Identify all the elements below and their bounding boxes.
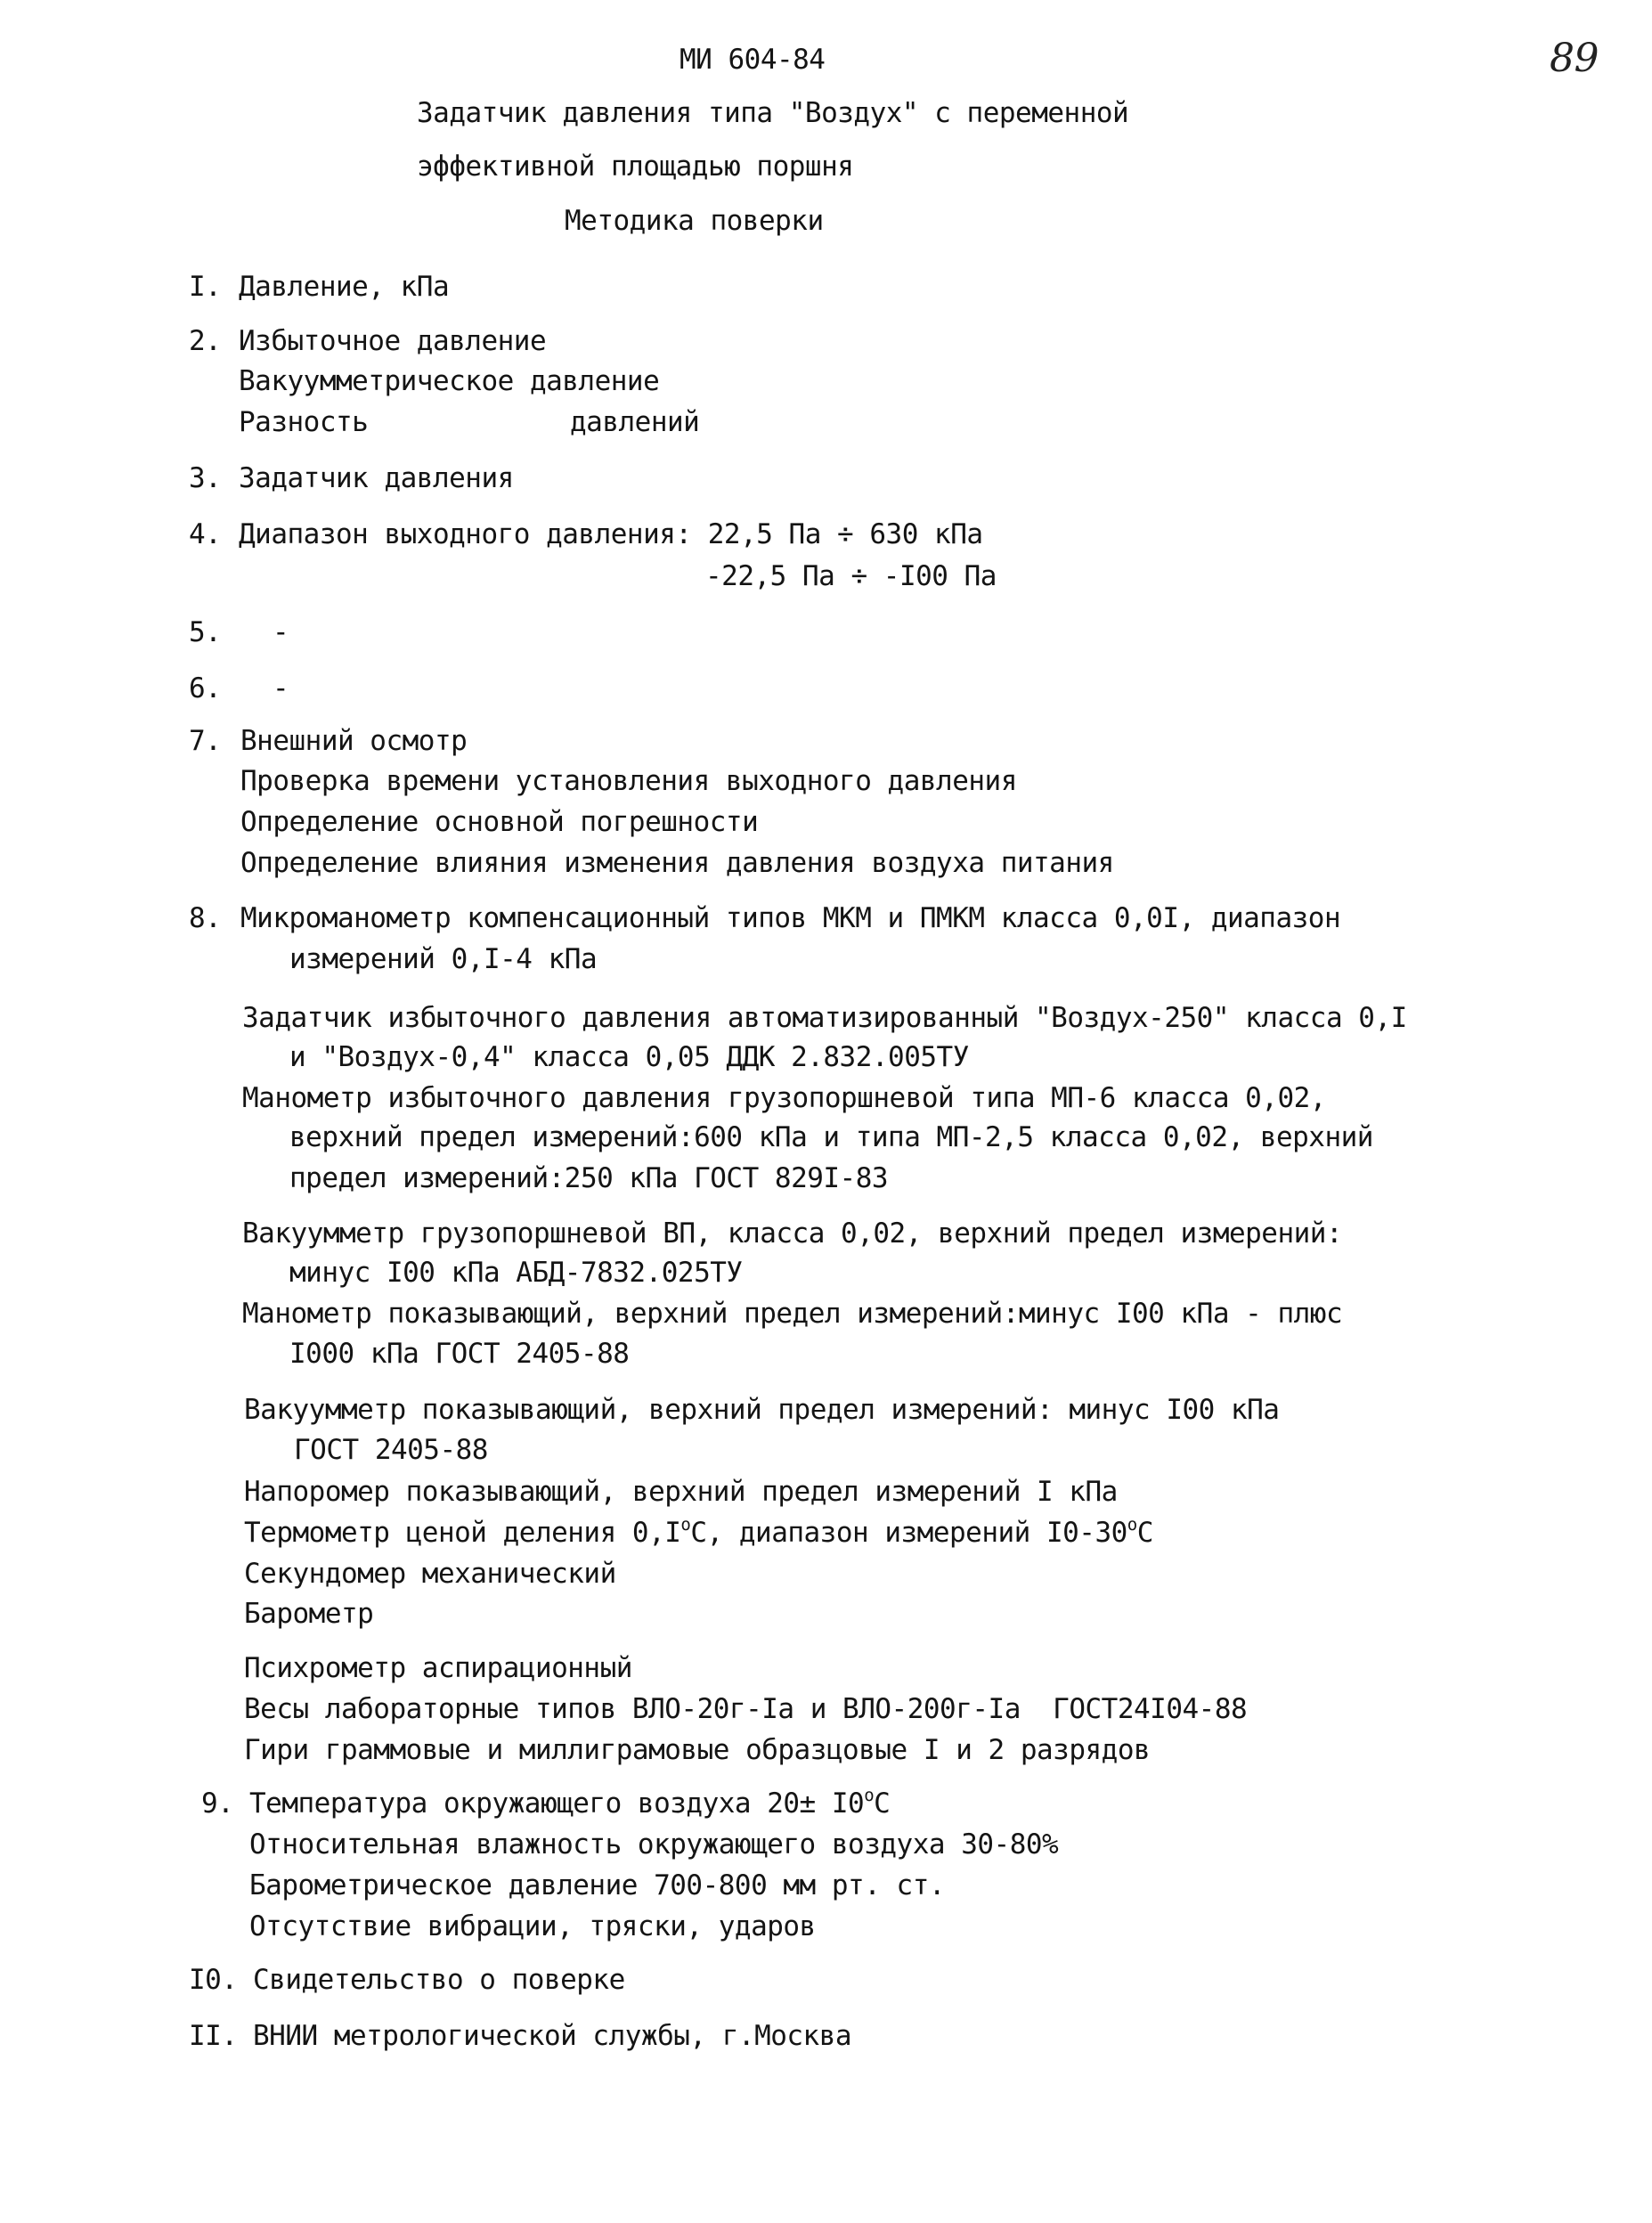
item-8-d-line-1: Вакуумметр грузопоршневой ВП, класса 0,02, верхний предел измерений: [242,1217,1343,1250]
item-1-text: Давление, кПа [239,271,450,303]
item-7-number: 7. [189,725,222,757]
item-5-text: - [273,616,289,648]
item-9-line-2: Относительная влажность окружающего воздуха 30-80% [249,1828,1059,1861]
item-6-number: 6. [189,672,222,704]
item-8-d-line-2: минус I00 кПа АБД-7832.025ТУ [289,1257,743,1289]
item-8-g: Напоромер показывающий, верхний предел измерений I кПа [244,1476,1118,1508]
item-9-number: 9. [201,1787,234,1820]
item-3-text: Задатчик давления [239,462,514,494]
item-2-line-2: Вакуумметрическое давление [239,365,660,397]
item-8-e-line-2: I000 кПа ГОСТ 2405-88 [289,1338,630,1370]
item-8-f-line-2: ГОСТ 2405-88 [294,1434,488,1466]
item-8-c-line-3: предел измерений:250 кПа ГОСТ 829I-83 [289,1162,889,1194]
item-9-line-1: Температура окружающего воздуха $20\pm I0^oС$ [249,1786,891,1820]
item-8-m: Гири граммовые и миллиграмовые образцовые I и 2 разрядов [244,1734,1151,1766]
item-8-c-line-2: верхний предел измерений:600 кПа и типа МП-2,5 класса 0,02, верхний [289,1121,1373,1153]
item-6-text: - [273,672,289,704]
doc-code: МИ 604-84 [680,44,826,76]
item-7-line-3: Определение основной погрешности [240,806,759,838]
item-9-line-3: Барометрическое давление 700-800 мм рт. ст. [249,1869,946,1901]
item-10-number: I0. [189,1964,238,1996]
item-7-line-1: Внешний осмотр [240,725,468,757]
item-8-k: Психрометр аспирационный [244,1652,632,1684]
item-2-line-3a: Разность [239,406,369,438]
item-2-line-3b: давлений [570,406,700,438]
item-8-e-line-1: Манометр показывающий, верхний предел измерений:минус I00 кПа - плюс [242,1298,1343,1330]
item-7-line-4: Определение влияния изменения давления воздуха питания [240,847,1114,879]
item-11-text: ВНИИ метрологической службы, г.Москва [253,2020,852,2052]
item-10-text: Свидетельство о поверке [253,1964,625,1996]
item-1-number: I. [189,271,222,303]
title-line-1: Задатчик давления типа "Воздух" с переменной [417,97,1129,129]
item-5-number: 5. [189,616,222,648]
item-8-b-line-1: Задатчик избыточного давления автоматизированный "Воздух-250" класса 0,I [242,1002,1407,1034]
item-8-number: 8. [189,902,222,934]
item-8-a-line-2: измерений 0,I-4 кПа [289,943,598,975]
item-8-c-line-1: Манометр избыточного давления грузопоршневой типа МП-6 класса 0,02, [242,1082,1326,1114]
item-2-line-1: Избыточное давление [239,325,547,357]
subtitle: Методика поверки [565,205,824,237]
item-4-line-1: Диапазон выходного давления: 22,5 Па ÷ 630 кПа [239,518,983,550]
item-8-j: Барометр [244,1598,374,1630]
handwritten-page-number: 89 [1550,36,1599,81]
title-line-2: эффективной площадью поршня [417,151,854,183]
item-3-number: 3. [189,462,222,494]
item-9-line-4: Отсутствие вибрации, тряски, ударов [249,1910,816,1942]
item-8-l: Весы лабораторные типов ВЛО-20г-Iа и ВЛО-200г-Iа ГОСТ24I04-88 [244,1693,1248,1725]
item-7-line-2: Проверка времени установления выходного давления [240,765,1017,797]
item-11-number: II. [189,2020,238,2052]
item-8-f-line-1: Вакуумметр показывающий, верхний предел измерений: минус I00 кПа [244,1394,1280,1426]
item-8-a-line-1: Микроманометр компенсационный типов МКМ и ПМКМ класса 0,0I, диапазон [240,902,1341,934]
item-2-number: 2. [189,325,222,357]
item-8-h: Термометр ценой деления $0,I^oС$, диапазон измерений I0-30$^o$С [244,1515,1153,1549]
item-4-line-2: -22,5 Па ÷ -I00 Па [705,560,997,592]
item-4-number: 4. [189,518,222,550]
item-8-b-line-2: и "Воздух-0,4" класса 0,05 ДДК 2.832.005ТУ [289,1041,969,1073]
item-8-i: Секундомер механический [244,1558,616,1590]
